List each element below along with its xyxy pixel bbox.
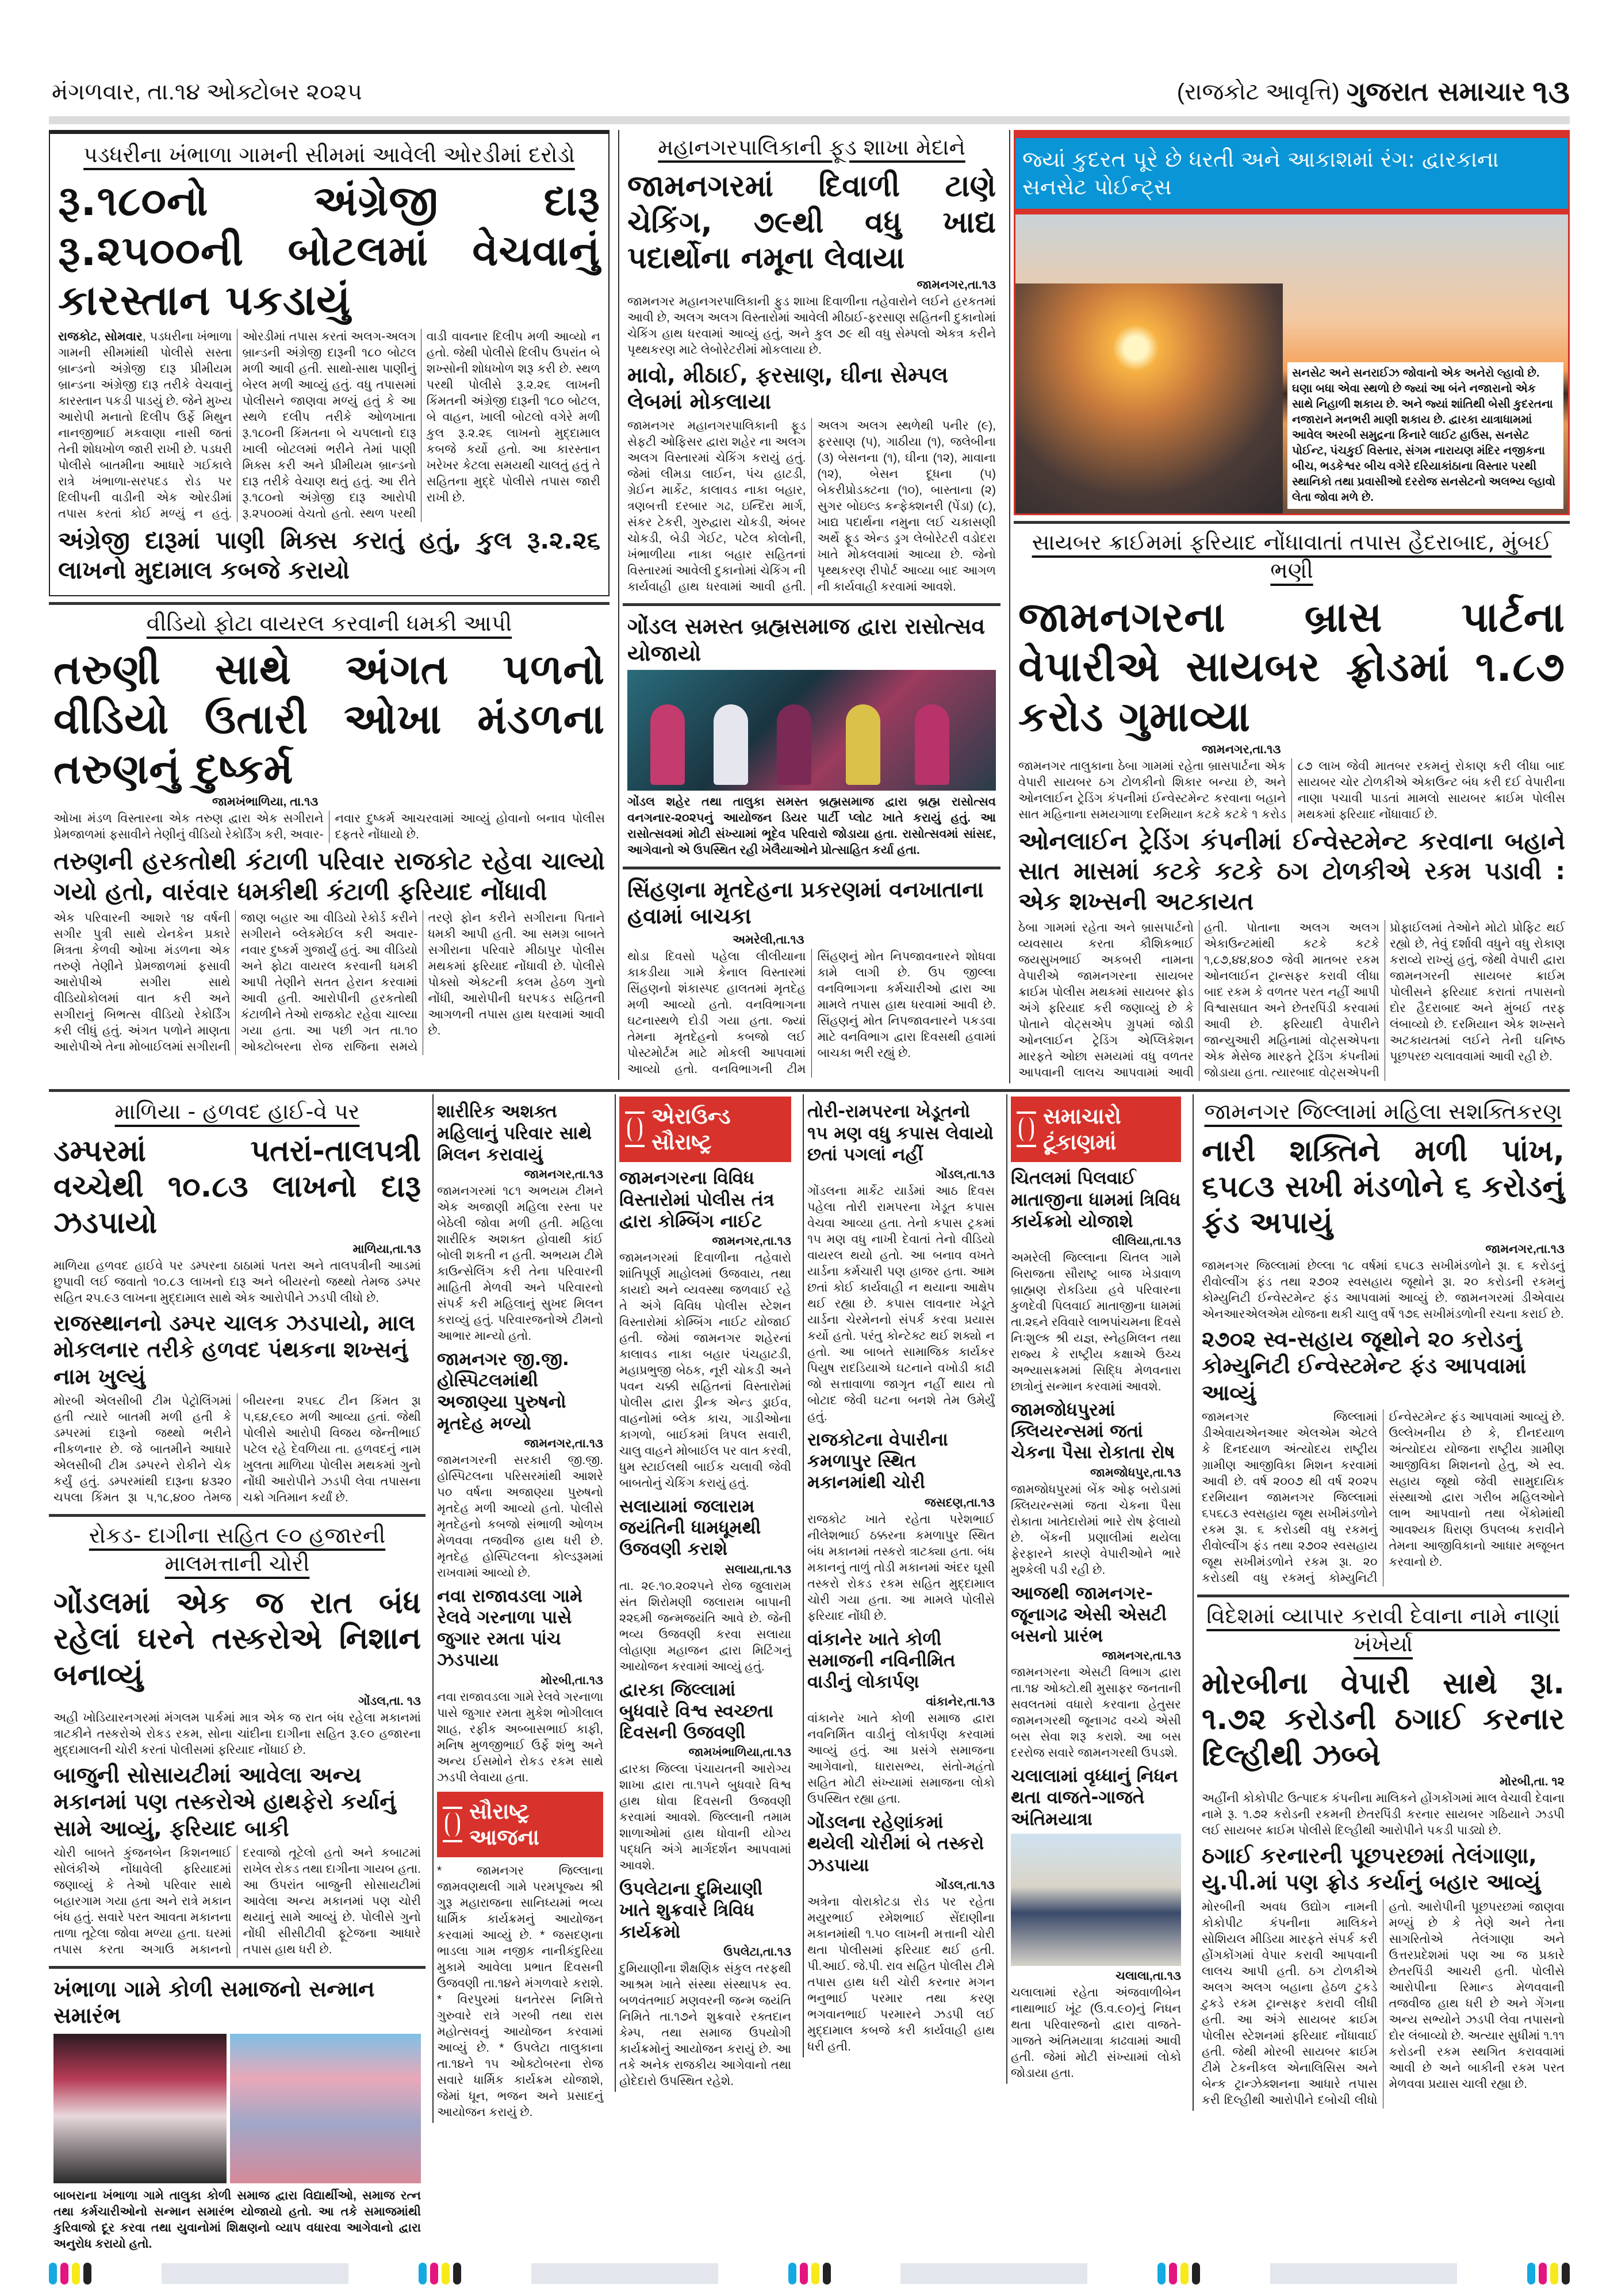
kicker: વિદેશમાં વ્યાપાર કરાવી દેવાના નામે નાણાં ખંખેર્યા: [1206, 1603, 1560, 1657]
photo-audience: [230, 2034, 421, 2183]
hourglass-icon: [443, 1807, 462, 1842]
dateline: માળિયા,તા.૧૩: [352, 1243, 421, 1256]
bottom-section: [49, 1089, 1570, 2254]
brief-headline: જામનગર જી.જી. હોસ્પિટલમાંથી અજાણ્યા પુરુષનો મૃતદેહ મળ્યો: [437, 1349, 569, 1434]
dateline: મોરબી,તા.૧૩: [540, 1673, 603, 1687]
event-photos: [53, 2034, 421, 2183]
brief-headline: ચિતલમાં પિલવાઈ માતાજીના ધામમાં ત્રિવિધ કાર્યક્રમો યોજાશે: [1011, 1168, 1181, 1232]
brief-headline: નવા રાજાવડલા ગામે રેલવે ગરનાળા પાસે જુગાર રમતા પાંચ ઝડપાયા: [437, 1585, 582, 1671]
dateline: જામનગર,તા.૧૩: [917, 278, 996, 292]
headline: મોરબીના વેપારી સાથે રૂા. ૧.૭૨ કરોડની ઠગાઈ કરનાર દિલ્હીથી ઝબ્બે: [1202, 1666, 1565, 1773]
brief-body: નવા રાજાવડલા ગામે રેલવે ગરનાળા પાસે જુગાર રમતા મુકેશ ભોગીલાલ શાહ, રફીક અબ્બાસભાઈ કાફી, મનિષ મુળજીભાઈ ઉર્ફે શંભુ અને અન્ય ઈસમોને રોકડ રકમ સાથે ઝડપી લેવાયા હતા.: [437, 1690, 603, 1784]
section-label: સમાચારો ટૂંકાણમાં: [1043, 1103, 1121, 1155]
section-tag-saurashtra-today: [437, 1792, 603, 1857]
kicker: માળિયા - હળવદ હાઈ-વે પર: [114, 1099, 360, 1125]
brief-body: રાજકોટ ખાતે રહેતા પરેશભાઈ નીલેશભાઈ ઠક્કરના કમળાપુર સ્થિત બંધ મકાનમાં તસ્કરો ત્રાટક્યા હતા. બંધ મકાનનું તાળું તોડી મકાનમાં અંદર ઘૂસી તસ્કરો રોકડ રકમ સહિત મુદ્દામાલ ચોરી ગયા હતા. આ મામલે પોલીસે ફરિયાદ નોંધી છે.: [807, 1512, 995, 1623]
section-tag-around-saurashtra: [619, 1097, 791, 1162]
brief-headline: શારીરિક અશક્ત મહિલાનું પરિવાર સાથે મિલન કરાવાયું: [437, 1101, 592, 1165]
sunset-photo: [1015, 214, 1568, 513]
registration-mark: [788, 2263, 831, 2284]
subheadline: રાજસ્થાનનો ડમ્પર ચાલક ઝડપાયો, માલ મોકલનાર તરીકે હળવદ પંથકના શખ્સનું નામ ખુલ્યું: [53, 1310, 415, 1389]
section-label: એરાઉન્ડ સૌરાષ્ટ્ર: [651, 1103, 731, 1155]
article-koli-samaj: [49, 1966, 425, 2255]
brief-body: અમરેલી જિલ્લાના ચિતલ ગામે બિરાજતા સૌરાષ્ટ્ર બાજ ખેડાવાળ બ્રાહ્મણ રોકડિયા હવે પરિવારના કુળદેવી પિલવાઈ માતાજીના ધામમાં તા.૨૬ને રવિવારે લાભપાંચમના દિવસે નિઃશુલ્ક શ્રી યજ્ઞ, સ્નેહમિલન તથા રાજ્ય કે રાષ્ટ્રીય કક્ષાએ ઉચ્ચ અભ્યાસક્રમમાં સિદ્ધિ મેળવનારા છાત્રોનું સન્માન કરવામાં આવશે.: [1011, 1251, 1181, 1394]
brief-body: તા. ૨૯.૧૦.૨૦૨૫ને રોજ જુલારામ સંત શિરોમણી જલારામ બાપાની ૨૨૬મી જન્મજયંતિ આવે છે. જેની ભવ્ય ઉજવણી કરવા સલાયા લોહાણા મહાજન દ્વારા મિટિંગનું આયોજન કરવામાં આવ્યું હતું.: [619, 1579, 791, 1673]
registration-mark: [1527, 2263, 1570, 2284]
right-column: [1009, 130, 1570, 1083]
column-around-saurashtra: [615, 1094, 796, 2091]
subheadline: તરુણની હરકતોથી કંટાળી પરિવાર રાજકોટ રહેવા ચાલ્યો ગયો હતો, વારંવાર ધમકીથી કંટાળી ફરિયાદ નોંધાવી: [53, 847, 605, 906]
headline: સિંહણના મૃતદેહના પ્રકરણમાં વનખાતાના હવામાં બાચકા: [627, 877, 984, 929]
brief-body: દ્વારકા જિલ્લા પંચાયતની આરોગ્ય શાખા દ્વારા તા.૧૫ને બુધવારે વિશ્વ હાથ ધોવા દિવસની ઉજવણી કરવામાં આવશે. જિલ્લાની તમામ શાળાઓમાં હાથ ધોવાની યોગ્ય પદ્ધતિ અંગે માર્ગદર્શન આપવામાં આવશે.: [619, 1762, 791, 1873]
photo-felicitation: [53, 2034, 227, 2183]
feature-title: જ્યાં કુદરત પૂરે છે ધરતી અને આકાશમાં રંગ: દ્વારકાના સનસેટ પોઈન્ટ્સ: [1015, 138, 1568, 214]
headline: ડમ્પરમાં પતરાં-તાલપત્રી વચ્ચેથી ૧૦.૮૩ લાખનો દારૂ ઝડપાયો: [53, 1133, 421, 1240]
article-body: એક પરિવારની આશરે ૧૪ વર્ષની સગીર પુત્રી સાથે યેનકેન પ્રકારે મિત્રતા કેળવી ઓખા મંડળના એક તરુણે તેણીને પ્રેમજાળમાં ફસાવી આરોપીએ સગીરા સાથે વીડિયોકોલમાં વાત કરી અને સગીરાનું બિભત્સ વીડિયો રેકોર્ડિંગ કરી લીધું હતું. અંગત પળોને માણતા આરોપીએ તેના મોબાઈલમાં સગીરાની જાણ બહાર આ વીડિયો રેકોર્ડ કરીને સગીરાને બ્લેકમેઈલ કરી અવાર-નવાર દુષ્કર્મ ગુજાર્યું હતું. આ વીડિયો અને ફોટા વાયરલ કરવાની ધમકી આપી તેણીને સતત હેરાન કરવામાં આવી હતી. આરોપીની હરકતોથી કંટાળીને તેઓ રાજકોટ રહેવા ચાલ્યા ગયા હતા. આ પછી ગત તા.૧૦ ઓક્ટોબરના રોજ રાજિના સમયે તરણે ફોન કરીને સગીરાના પિતાને ધમકી આપી હતી. આ સમગ્ર બાબતે સગીરાના પરિવારે મીઠાપુર પોલીસ મથકમાં ફરિયાદ નોંધાવી છે. પોલીસે પોક્સો એક્ટની કલમ હેઠળ ગુનો નોંધી, આરોપીની ધરપકડ સહિતની આગળની તપાસ હાથ ધરવામાં આવી છે.: [53, 911, 605, 1054]
article-lioness: [623, 867, 1000, 1080]
article-morbi-fraud: [1197, 1594, 1569, 2111]
dateline: ગોંડલ,તા.૧૩: [936, 1878, 995, 1892]
masthead: [1177, 73, 1570, 112]
dateline: જામનગર,તા.૧૩: [1485, 1243, 1565, 1256]
column-briefs-d: [803, 1094, 999, 2057]
brief-headline: આજથી જામનગર-જૂનાગઢ એસી એસટી બસનો પ્રારંભ: [1011, 1582, 1167, 1646]
article-dumper-liquor: [49, 1094, 425, 1508]
dateline: ચલાલા,તા.૧૩: [1116, 1969, 1181, 1983]
dateline: જામનગર,તા.૧૩: [1201, 742, 1281, 756]
brief-body: દુમિયાણીના શૈક્ષણિક સંકુલ તરફથી આશ્રમ ખાતે સંસ્થા સંસ્થાપક સ્વ. બળવંતભાઈ મણવરની જન્મ જયંતિ નિમિતે તા.૧૭ને શુક્રવારે રક્તદાન કેમ્પ, તથા સમાજ ઉપયોગી કાર્યક્રમોનું આયોજન કરાયું છે. આ તકે અનેક રાજકીય આગેવાનો તથા હોદેદારો ઉપસ્થિત રહેશે.: [619, 1961, 791, 2088]
section-tag-news-in-brief: [1011, 1097, 1181, 1162]
kicker: વીડિયો ફોટા વાયરલ કરવાની ધમકી આપી: [146, 610, 512, 636]
dateline: જામનગર,તા.૧૩: [712, 1235, 791, 1248]
article-body: મોરબી એલસીબી ટીમ પેટ્રોલિંગમાં હતી ત્યારે બાતમી મળી હતી કે ડમ્પરમાં દારૂનો જથ્થો ભરીને નીકળનાર છે. જે બાતમીને આધારે એલસીબી ટીમ ડમ્પરને રોકીને ચેક કર્યું હતું. ડમ્પરમાંથી દારૂના ૪૩૨૦ ચપલા કિંમત રૂા ૫,૧૮,૪૦૦ તેમજ બીયરના ૨૫૬૮ ટીન કિંમત રૂા ૫,૬૪,૯૬૦ મળી આવ્યા હતાં. જેથી પોલીસે આરોપી વિજય જેન્તીભાઈ પટેલ રહે દેવળિયા તા. હળવદનું નામ ખુલતા માળિયા પોલીસ મથકમાં ગુનો નોંધી આરોપીને ઝડપી લેવા તપાસના ચક્રો ગતિમાન કર્યાં છે.: [53, 1394, 421, 1505]
brief-headline: દ્વારકા જિલ્લામાં બુધવારે વિશ્વ સ્વચ્છતા દિવસની ઉજવણી: [619, 1679, 773, 1743]
article-body-intro: અહીંની કોકોપીટ ઉત્પાદક કંપનીના માલિકને હોંગકોંગમાં માલ વેચાવી દેવાના નામે રૂ. ૧.૭૨ કરોડની રકમની છેતરપિંડી કરનાર સાયબર ગઠિયાને ઝડપી લઈ સાયબર ક્રાઈમ પોલીસે દિલ્હીથી આરોપીને પકડી પાડ્યો છે.: [1202, 1792, 1565, 1838]
masthead-bar: [0, 0, 1610, 109]
article-okha-crime: [49, 602, 610, 1058]
brief-body: ગોંડલના માર્કેટ યાર્ડમાં આઠ દિવસ પહેલા તોરી રામપરના ખેડૂત કપાસ વેચવા આવ્યા હતા. તેનો કપાસ ટ્રકમાં ૧૫ મણ વધુ નાખી દેવાતાં તેનો વીડિયો વાયરલ થયો હતો. આ બનાવ વખતે યાર્ડના કર્મચારી પણ હાજર હતા. આમ છતાં કોઈ કાર્યવાહી ન થયાના આક્ષેપ થઈ રહ્યા છે. કપાસ લાવનાર ખેડૂતે યાર્ડના ચેરમેનનો સંપર્ક કરવા પ્રયાસ કર્યો હતો. પરંતુ કોન્ટેક્ટ થઈ શક્યો ન હતો. આ બાબતે સામાજિક કાર્યકર પિયુષ રાદડિયાએ ઘટનાને વખોડી કાઢી જો સત્તાવાળા જાગૃત નહીં થાય તો બોટાદ જેવી ઘટના બનશે તેમ ઉમેર્યું હતું.: [807, 1185, 995, 1424]
photo-caption: સનસેટ અને સનરાઈઝ જોવાનો એક અનેરો લ્હાવો છે. ઘણા બધા એવા સ્થળો છે જ્યાં આ બંને નજારાનો એક સાથે નિહાળી શકાય છે. અને જ્યાં શાંતિથી બેસી કુદરતના નજારાને મનભરી માણી શકાય છે. દ્વારકા યાત્રાધામમાં આવેલ અરબી સમુદ્રના કિનારે લાઈટ હાઉસ, સનસેટ પોઈન્ટ, પંચકુઈ વિસ્તાર, સંગમ નારાયણ મંદિર નજીકના બીચ, ભડકેશ્વર બીચ વગેરે દરિયાકાંઠાના વિસ્તાર પરથી સ્થાનિકો તથા પ્રવાસીઓ દરરોજ સનસેટનો અલભ્ય લ્હાવો લેતા જોવા મળે છે.: [1287, 362, 1563, 509]
hourglass-icon: [625, 1111, 645, 1147]
registration-mark: [419, 2263, 461, 2284]
headline: જામનગરના બ્રાસ પાર્ટના વેપારીએ સાયબર ફ્રોડમાં ૧.૮૭ કરોડ ગુમાવ્યા: [1018, 592, 1565, 741]
photo-feature-dwarka-sunset: [1014, 130, 1570, 515]
dateline: ઉપલેટા,તા.૧૩: [723, 1945, 791, 1958]
hourglass-icon: [1017, 1111, 1036, 1147]
registration-mark: [49, 2263, 91, 2284]
brief-body: ચલાલામાં રહેતા અંજવાળીબેન નાથાભાઈ ખૂંટ (ઉ.વ.૯૦)નું નિધન થતા પરિવારજનો દ્વારા વાજતે-ગાજતે અંતિમયાત્રા કાઢવામાં આવી હતી. જેમાં મોટી સંખ્યામાં લોકો જોડાયા હતા.: [1011, 1985, 1181, 2080]
dateline: ગોંડલ,તા. ૧૩: [358, 1695, 421, 1708]
brief-body: વાંકાનેર ખાતે કોળી સમાજ દ્વારા નવનિર્મિત વાડીનું લોકાર્પણ કરવામાં આવ્યું હતું. આ પ્રસંગે સમાજના આગેવાનો, ધારાસભ્ય, સંતો-મહંતો સહિત મોટી સંખ્યામાં સમાજના લોકો ઉપસ્થિત રહ્યા હતા.: [807, 1712, 995, 1806]
photo-caption: બાબરાના ખંભાળા ગામે તાલુકા કોળી સમાજ દ્વારા વિદ્યાર્થીઓ, સમાજ રત્ન તથા કર્મચારીઓનો સન્માન સમારંભ યોજાયો હતો. આ તકે સમાજમાંથી કુરિવાજો દૂર કરવા તથા યુવાનોમાં શિક્ષણનો વ્યાપ વધારવા આગેવાનો દ્વારા અનુરોધ કરાયો હતો.: [53, 2188, 421, 2251]
headline: રૂ.૧૮૦નો અંગ્રેજી દારૂ રૂ.૨૫૦૦ની બોટલમાં વેચવાનું કારસ્તાન પકડાયું: [58, 177, 600, 325]
article-gondal-theft: [49, 1514, 425, 1960]
middle-column: [618, 130, 1000, 1080]
headline: જામનગરમાં દિવાળી ટાણે ચેકિંગ, ૭૯થી વધુ ખાદ્ય પદાર્થોના નમૂના લેવાયા: [627, 169, 996, 276]
right-lower-column: [1193, 1094, 1569, 2110]
subheadline: ઓનલાઈન ટ્રેડિંગ કંપનીમાં ઈન્વેસ્ટમેન્ટ કરવાના બહાને સાત માસમાં કટકે કટકે ઠગ ટોળકીએ રકમ પડાવી : એક શખ્સની અટકાયત: [1018, 826, 1565, 915]
brief-headline: રાજકોટના વેપારીના કમળાપુર સ્થિત મકાનમાંથી ચોરી: [807, 1429, 948, 1493]
headline: ખંભાળા ગામે કોળી સમાજનો સન્માન સમારંભ: [53, 1976, 375, 2029]
sunset-inset-photo: [1015, 283, 1283, 513]
subheadline: ૨૭૦૨ સ્વ-સહાય જૂથોને ૨૦ કરોડનું કોમ્યુનિટી ઈન્વેસ્ટમેન્ટ ફંડ આપવામાં આવ્યું: [1202, 1327, 1527, 1405]
left-lower-column: [49, 1094, 425, 2254]
headline: નારી શક્તિને મળી પાંખ, ૬૫૮૩ સખી મંડળોને ૬ કરોડનું ફંડ અપાયું: [1202, 1133, 1565, 1240]
subheadline: ઠગાઈ કરનારની પૂછપરછમાં તેલંગાણા, યુ.પી.માં પણ ફ્રોડ કર્યાનું બહાર આવ્યું: [1202, 1843, 1541, 1895]
dateline: અમરેલી,તા.૧૩: [732, 933, 804, 946]
brief-body: જામનગરમાં દિવાળીના તહેવારો શાંતિપૂર્ણ માહોલમાં ઉજવાય, તથા કાયદો અને વ્યવસ્થા જળવાઈ રહે તે અંગે વિવિધ પોલીસ સ્ટેશન વિસ્તારોમાં કોમ્બિંગ નાઈટ યોજાઈ હતી. જેમાં જામનગર શહેરનાં કાલાવડ નાકા બહાર પંચહાટડી, મહાપ્રભુજી બેઠક, નૂરી ચોકડી અને પવન ચક્કી સહિતનાં વિસ્તારોમાં પોલીસ દ્વારા ડ્રીન્ક એન્ડ ડ્રાઈવ, વાહનોમાં બ્લેક કાચ, ગાડીઓના કાગળો, બાઈકમાં ત્રિપલ સવારી, ચાલુ વાહને મોબાઈલ પર વાત કરવી, ધુમ સ્ટાઈલથી બાઈક ચલાવી જેવી બાબતોનું ચેકિંગ કરાયું હતું.: [619, 1251, 791, 1490]
color-bar: [531, 2263, 718, 2284]
brief-headline: જામજોધપુરમાં ક્લિયરન્સમાં જતાં ચેકના પૈસા રોકાતા રોષ: [1011, 1400, 1175, 1463]
article-body-intro: માળિયા હળવદ હાઈવે પર ડમ્પરના ઠાઠામાં પતરા અને તાલપત્રીની આડમાં છુપાવી લઈ જવાતો ૧૦.૮૩ લાખનો દારૂ અને બીયરનો જથ્થો તેમજ ડમ્પર સહિત ૨૫.૯૩ લાખના મુદ્દામાલ સાથે એક આરોપીને ઝડપી લીધો છે.: [53, 1259, 421, 1305]
dateline: લીલિયા,તા.૧૩: [1112, 1235, 1181, 1248]
raas-photo: [627, 670, 996, 791]
subheadline: બાજુની સોસાયટીમાં આવેલા અન્ય મકાનમાં પણ તસ્કરોએ હાથફેરો કર્યાનું સામે આવ્યું, ફરિયાદ બાકી: [53, 1762, 396, 1841]
registration-strip: [49, 2263, 1570, 2296]
kicker: પડધરીના ખંભાળા ગામની સીમમાં આવેલી ઓરડીમાં દરોડો: [83, 142, 575, 167]
page-body: [49, 130, 1570, 2255]
headline: ગોંડલ સમસ્ત બ્રહ્મસમાજ દ્વારા રાસોત્સવ યોજાયો: [627, 614, 986, 666]
subheadline: માવો, મીઠાઈ, ફરસાણ, ઘીના સેમ્પલ લેબમાં મોકલાયા: [627, 362, 948, 414]
subheadline: અંગ્રેજી દારૂમાં પાણી મિક્સ કરાતું હતું, કુલ રૂ.૨.૨૬ લાખનો મુદામાલ કબજે કરાયો: [58, 526, 600, 585]
article-body: ઠેબા ગામમાં રહેતા અને બ્રાસપાર્ટનો વ્યવસાય કરતા કૌશિકભાઈ જયસુખભાઈ અકબરી નામના વેપારીએ જામનગરના સાયબર ક્રાઈમ પોલીસ મથકમાં સાયબર ફ્રોડ અંગે ફરિયાદ કરી જણાવ્યું છે કે પોતાને વોટ્સએપ ગ્રુપમાં જોડી ઓનલાઈન ટ્રેડિંગ એપ્લિકેશન મારફતે ઓછા સમયમાં વધુ વળતર આપવાની લાલચ આપવામાં આવી હતી. પોતાના અલગ અલગ એકાઉન્ટમાંથી કટકે કટકે ૧,૮૭,૪૪,૪૦૭ જેવી માતબર રકમ ઓનલાઈન ટ્રાન્સફર કરાવી લીધા બાદ રકમ કે વળતર પરત નહીં આપી વિશ્વાસઘાત અને છેતરપિંડી કરવામાં આવી છે. ફરિયાદી વેપારીને જાન્યુઆરી મહિનામાં વોટ્સએપના એક મેસેજ મારફતે ટ્રેડિંગ કંપનીમાં જોડાયા હતા. ત્યારબાદ વોટ્સએપની પ્રોફાઈલમાં તેઓને મોટો પ્રોફિટ થઈ રહ્યો છે, તેવું દર્શાવી વધુને વધુ રોકાણ કરાવ્યે રાખ્યું હતું, જેથી વેપારી દ્વારા જામનગરની સાયબર ક્રાઈમ પોલીસને ફરિયાદ કરાતાં તપાસનો દોર હૈદરાબાદ અને મુંબઈ તરફ લંબાવ્યો છે. દરમિયાન એક શખ્સને અટકાયતમાં લઈને તેની ઘનિષ્ઠ પૂછપરછ ચલાવવામાં આવી રહી છે.: [1018, 921, 1565, 1080]
brief-body: * જામનગર જિલ્લાના જામવણથલી ગામે પરમપૂજ્ય શ્રી ગુરૂ મહારાજના સાનિધ્યમાં ભવ્ય ધાર્મિક કાર્યક્રમનું આયોજન કરવામાં આવ્યું છે. * જસદણના ભાડલા ગામ નજીક નાનીકંદુરિયા મુકામે આવેલા પ્રભાત દિવસની ઉજવણી તા.૧૪ને મંગળવારે કરાશે. * વિરપુરમાં ધનતેરસ નિમિત્તે ગુરુવારે રાત્રે ગરબી તથા રાસ મહોત્સવનું આયોજન કરવામાં આવ્યું છે. * ઉપલેટા તાલુકાના તા.૧૪ને ૧૫ ઓક્ટોબરના રોજ સવારે ધાર્મિક કાર્યક્રમ યોજાશે, જેમાં ધૂન, ભજન અને પ્રસાદનું આયોજન કરાયું છે.: [437, 1864, 603, 2119]
brand-name: ગુજરાત સમાચાર: [1346, 76, 1526, 107]
dateline: જામખંભાળિયા, તા.૧૩: [212, 795, 319, 809]
article-body: થોડા દિવસો પહેલા લીલીયાના કાકડીયા ગામે કેનાલ વિસ્તારમાં સિંહણનો શંકાસ્પદ હાલતમાં મૃતદેહ મળી આવ્યો હતો. વનવિભાગના ઘટનાસ્થળે દોડી ગયા હતા. જ્યાં તેમના મૃતદેહનો કબજો લઈ પોસ્ટમોર્ટમ માટે મોકલી આપવામાં આવ્યો હતો. વનવિભાગની ટીમ સિંહણનું મોત નિપજાવનારને શોધવા કામે લાગી છે. ઉપ જીલ્લા વનવિભાગના કર્મચારીઓ દ્વારા આ મામલે તપાસ હાથ ધરવામાં આવી છે. સિંહણનું મોત નિપજાવનારને પકડવા માટે વનવિભાગ દ્વારા દિવસથી હવામાં બાચકા ભરી રહ્યું છે.: [627, 949, 996, 1076]
photo-caption: ગોંડલ શહેર તથા તાલુકા સમસ્ત બ્રહ્મસમાજ દ્વારા બ્રહ્મ રાસોત્સવ વનગનાર-૨૦૨૫નું આયોજન ડિયર પાર્ટી પ્લોટ ખાતે કરાયું હતું. આ રાસોત્સવમાં મોટી સંખ્યામાં ભૂદેવ પરિવારો જોડાયા હતા. રાસોત્સવમાં સાંસદ, આગેવાનો એ ઉપસ્થિત રહી ખેલૈયાઓને પ્રોત્સાહિત કર્યા હતા.: [627, 795, 996, 857]
brief-headline: ઉપલેટાના દુમિયાણી ખાતે શુક્રવારે ત્રિવિધ કાર્યક્રમો: [619, 1879, 763, 1942]
article-body: મોરબીની અવધ ઉદ્યોગ નામની કોકોપીટ કંપનીના માલિકને સોશિયલ મીડિયા મારફતે સંપર્ક કરી હોંગકોંગમાં વેપાર કરાવી આપવાની લાલચ આપી હતી. ઠગ ટોળકીએ અલગ અલગ બહાના હેઠળ ટુકડે ટુકડે રકમ ટ્રાન્સફર કરાવી લીધી હતી. આ અંગે સાયબર ક્રાઈમ પોલીસ સ્ટેશનમાં ફરિયાદ નોંધાવાઈ હતી. જેથી મોરબી સાયબર ક્રાઈમ ટીમે ટેકનીકલ એનાલિસિસ અને બેન્ક ટ્રાન્ઝેક્શનના આધારે તપાસ કરી દિલ્હીથી આરોપીને દબોચી લીધો હતો. આરોપીની પૂછપરછમાં જાણવા મળ્યું છે કે તેણે અને તેના સાગરિતોએ તેલંગાણા અને ઉત્તરપ્રદેશમાં પણ આ જ પ્રકારે છેતરપિંડી આચરી હતી. પોલીસે આરોપીના રિમાન્ડ મેળવવાની તજવીજ હાથ ધરી છે અને ગેંગના અન્ય સભ્યોને ઝડપી લેવા તપાસનો દોર લંબાવ્યો છે. અત્યાર સુધીમાં ૧.૧૧ કરોડની રકમ સ્થગિત કરાવવામાં આવી છે અને બાકીની રકમ પરત મેળવવા પ્રયાસ ચાલી રહ્યા છે.: [1202, 1900, 1565, 2107]
brief-body: જામનગરની સરકારી જી.જી. હોસ્પિટલના પરિસરમાંથી આશરે ૫૦ વર્ષના અજાણ્યા પુરુષનો મૃતદેહ મળી આવ્યો હતો. પોલીસે મૃતદેહનો કબજો સંભાળી ઓળખ મેળવવા તજવીજ હાથ ધરી છે. મૃતદેહ હોસ્પિટલના કોલ્ડરૂમમાં રાખવામાં આવ્યો છે.: [437, 1453, 603, 1580]
headline: તરુણી સાથે અંગત પળનો વીડિયો ઉતારી ઓખા મંડળના તરુણનું દુષ્કર્મ: [53, 645, 605, 793]
dateline: જામજોધપુર,તા.૧૩: [1090, 1466, 1181, 1479]
brief-headline: વાંકાનેર ખાતે કોળી સમાજની નવિનીમિત વાડીનું લોકાર્પણ: [807, 1628, 956, 1692]
article-women-empowerment: [1197, 1094, 1569, 1589]
article-body: રાજકોટ, સોમવાર, પડધરીના ખંભાળા ગામની સીમમાંથી પોલીસે સસ્તા બ્રાન્ડનો અંગ્રેજી દારૂ પ્રીમીયમ બ્રાન્ડના અંગ્રેજી દારૂ તરીકે વેચવાનું કારસ્તાન પકડી પાડયું છે. જેને મુખ્ય આરોપી મનાતો દિલીપ ઉર્ફે મિથુન નાનજીભાઈ મકવાણા નાસી જતાં તેની શોધખોળ જારી રાખી છે. પડધરી પોલીસે બાતમીના આધારે ગઈકાલે રાત્રે ખંભાળા-સરપદડ રોડ પર દિલીપની વાડીની એક ઓરડીમાં તપાસ કરતાં કોઈ મળ્યું ન હતું. ઓરડીમાં તપાસ કરતાં અલગ-અલગ બ્રાન્ડની અંગ્રેજી દારૂની ૧૮૦ બોટલ મળી આવી હતી. સાથો-સાથ પાણીનું બેરલ મળી આવ્યું હતું. વધુ તપાસમાં પોલીસને જાણવા મળ્યું હતું કે આ સ્થળે દલીપ તરીકે ઓળખાતા રૂ.૧૮૦ની કિંમતના બે ચપલાનો દારૂ ખાલી બોટલમાં ભરીને તેમાં પાણી મિક્સ કરી અને પ્રીમીયમ બ્રાન્ડનો દારૂ તરીકે વેચાણ થતું હતું. આ રીતે રૂ.૧૮૦નો અંગ્રેજી દારૂ આરોપી રૂ.૨૫૦૦માં વેચતો હતો. સ્થળ પરથી વાડી વાવનાર દિલીપ મળી આવ્યો ન હતો. જેથી પોલીસે દિલીપ ઉપરાંત બે શખ્સોની શોધખોળ શરૂ કરી છે. સ્થળ પરથી પોલીસે રૂ.૨.૨૬ લાખની કિંમતની અંગ્રેજી દારૂની ૧૮૦ બોટલ, બે વાહન, ખાલી બોટલો વગેરે મળી કુલ રૂ.૨.૨૬ લાખનો મુદ્દામાલ કબજે કર્યો હતો. આ કારસ્તાન ખરેખર કેટલા સમયથી ચાલતું હતું તે સહિતના મુદ્દે પોલીસે તપાસ જારી રાખી છે.: [58, 329, 600, 520]
article-body-intro: જામનગર મહાનગરપાલિકાની ફુડ શાખા દિવાળીના તહેવારોને લઈને હરકતમાં આવી છે, અલગ અલગ વિસ્તારોમાં આવેલી મીઠાઈ-ફરસાણ સહિતની દુકાનોમાં ચેકિંગ હાથ ધરવામાં આવ્યું હતું, અને કુલ ૭૯ થી વધુ સેમ્પલો એકત્ર કરીને પૃથ્થકરણ માટે લેબોરેટરીમાં મોકલાયા છે.: [627, 294, 996, 357]
brief-headline: તોરી-રામપરના ખેડૂતનો ૧૫ મણ વધુ કપાસ લેવાયો છતાં પગલાં નહીં: [807, 1101, 994, 1165]
dateline: જસદણ,તા.૧૩: [925, 1496, 995, 1509]
brief-headline: જામનગરના વિવિધ વિસ્તારોમાં પોલીસ તંત્ર દ્વારા કોમ્બિંગ નાઈટ: [619, 1168, 775, 1232]
color-bar: [1270, 2263, 1457, 2284]
section-label: સૌરાષ્ટ્ર આજના: [469, 1798, 539, 1850]
dateline: જામનગર,તા.૧૩: [524, 1168, 603, 1182]
article-body: જામનગર મહાનગરપાલિકાની ફૂડ સેફટી ઓફિસર દ્વારા શહેર ના અલગ અલગ વિસ્તારમાં ચેકિંગ કરાયું હતું. જેમાં લીમડા લાઈન, પંચ હાટડી, ગ્રેઈન માર્કેટ, કાલાવડ નાકા બહાર, ત્રણબત્તી દરબાર ગઢ, ઇન્દિરા માર્ગ, સંકર ટેકરી, ગુરુદ્વારા ચોકડી, અંબર ચોકડી, બેડી ગેઈટ, પટેલ કોલોની, ખંભાળીયા નાકા બહાર સહિતનાં વિસ્તારમાં આવેલી દુકાનોમાં ચેકિંગ ની કાર્યવાહી હાથ ધરવામાં આવી હતી. અલગ અલગ સ્થળેથી પનીર (૯), ફરસાણ (૫), ગાઠીયા (૧), જલેબીના (૩) બેસનના (૧), ઘીના (૧૨), માવાના (૧૨), બેસન દૂધના (૫) બેકરીપ્રોડક્ટના (૧૦), બાસ્તાના (૨) સુગર બોઇલ્ડ કન્ફેક્શનરી (પેંડા) (૮), ખાદ્ય પદાર્થના નમુના લઈ ચકાસણી અર્થે ફૂડ એન્ડ ડ્રગ લેબોરેટરી વડોદરા ખાતે મોકલવામાં આવ્યા છે. જેનો પૃથ્થકરણ રીપોર્ટ આવ્યા બાદ આગળ ની કાર્યવાહી કરવામાં આવશે.: [627, 419, 996, 594]
left-column: [49, 130, 610, 1057]
kicker: જામનગર જિલ્લામાં મહિલા સશક્તિકરણ: [1204, 1099, 1562, 1125]
edition-label: (રાજકોટ આવૃત્તિ): [1176, 79, 1340, 105]
article-body-intro: જામનગર તાલુકાના ઠેબા ગામમાં રહેતા બ્રાસપાર્ટના એક વેપારી સાયબર ઠગ ટોળકીનો શિકાર બન્યા છે, અને ઓનલાઈન ટ્રેડિંગ કંપનીમાં ઈન્વેસ્ટમેન્ટ કરવાના બહાને સાત મહિનાના સમયગાળા દરમિયાન કટકે કટકે ૧ કરોડ ૮૭ લાખ જેવી માતબર રકમનું રોકાણ કરી લીધા બાદ સાયબર ચોર ટોળકીએ એકાઉન્ટ બંધ કરી દઈ વેપારીના નાણા પચાવી પાડતાં મામલો સાયબર ક્રાઈમ પોલીસ મથકમાં ફરિયાદ નોંધાવાઈ છે.: [1018, 759, 1565, 821]
registration-mark: [1157, 2263, 1200, 2284]
page-number: ૧૩: [1532, 73, 1570, 110]
issue-date: મંગળવાર, તા.૧૪ ઓક્ટોબર ૨૦૨૫: [52, 79, 362, 105]
article-body: જામનગર જિલ્લામાં ડીએવાયએનઆર એલએમ એટલે કે દિનદયાળ અંત્યોદય રાષ્ટ્રીય ગ્રામીણ આજીવિકા મિશન કરવામાં આવી છે. વર્ષ ૨૦૦૭ થી વર્ષ ૨૦૨૫ દરમિયાન જામનગર જિલ્લામાં ૬૫૬૮૩ સ્વસહાય જૂથ સખીમંડળોને રકમ રૂા. ૬ કરોડથી વધુ રકમનું રીવોલ્વીંગ ફંડ તથા ૨૭૦૨ સ્વસહાય જૂથ સખીમંડળોને રકમ રૂા. ૨૦ કરોડથી વધુ રકમનું કોમ્યુનિટી ઈન્વેસ્ટમેન્ટ ફંડ આપવામાં આવ્યું છે. ઉલ્લેખનીય છે કે, દીનદયાળ અંત્યોદય યોજના રાષ્ટ્રીય ગ્રામીણ આજીવિકા મિશનનો હેતુ, એ સ્વ. સહાય જૂથો જેવી સામુદાયિક સંસ્થાઓ દ્વારા ગરીબ મહિલઓને લાભ આપવાનો તથા બેંકોમાંથી આવશ્યક ધિરાણ ઉપલબ્ધ કરાવીને તેમના આજીવિકાનો આધાર મજૂબત કરવાનો છે.: [1202, 1410, 1565, 1585]
dateline: ગોંડલ,તા.૧૩: [936, 1168, 995, 1182]
brief-headline: ચલાલામાં વૃધ્ધાનું નિધન થતા વાજતે-ગાજતે અંતિમયાત્રા: [1011, 1766, 1178, 1830]
dateline: જામનગર,તા.૧૩: [1102, 1649, 1181, 1663]
kicker: સાયબર ક્રાઈમમાં ફરિયાદ નોંધાવાતાં તપાસ હૈદરાબાદ, મુંબઈ ભણી: [1032, 530, 1552, 584]
color-bar: [162, 2263, 348, 2284]
brief-body: અત્રેના વોરાકોટડા રોડ પર રહેતા મયુરભાઈ રમેશભાઈ સેંદાણીના મકાનમાંથી ૧.૫૦ લાખની મત્તાની ચોરી થતા પોલીસમાં ફરિયાદ થઈ હતી. પી.આઈ. જે.પી. રાવ સહિત પોલીસ ટીમે તપાસ હાથ ધરી ચોરી કરનાર મગન ભનુભાઈ પરમાર તથા કરણ ભગવાનભાઈ પરમારને ઝડપી લઈ મુદ્દામાલ કબજે કરી કાર્યવાહી હાથ ધરી હતી.: [807, 1895, 995, 2053]
brief-headline: સલાયામાં જલારામ જયંતિની ધામધૂમથી ઉજવણી કરાશે: [619, 1496, 761, 1560]
kicker: મહાનગરપાલિકાની ફૂડ શાખા મેદાને: [658, 135, 965, 160]
funeral-procession-photo: [1011, 1834, 1181, 1966]
top-section: [49, 130, 1570, 1083]
dateline: મોરબી,તા. ૧૨: [1500, 1775, 1565, 1789]
article-body-intro: જામનગર જિલ્લામાં છેલ્લા ૧૮ વર્ષમાં ૬૫૮૩ સખીમંડળોને રૂા. ૬ કરોડનું રીવોલ્વીંગ ફંડ તથા ૨૭૦૨ સ્વસહાય જૂથોને રૂા. ૨૦ કરોડની રકમનું કોમ્યુનિટી ઈન્વેસ્ટમેન્ટ ફંડ આપવામાં આવ્યું છે. જામનગરમાં ડીએવાય એનઆરએલએમ યોજના થકી ચાલુ વર્ષે ૧૭૬ સખીમંડળોની રચના કરાઈ છે.: [1202, 1259, 1565, 1321]
article-liquor-scam: [49, 130, 610, 596]
article-food-checking: [623, 130, 1000, 597]
article-body-intro: ઓખા મંડળ વિસ્તારના એક તરુણ દ્વારા એક સગીરાને પ્રેમજાળમાં ફસાવીને તેણીનું વીડિયો રેકોર્ડિંગ કરી, અવાર-નવાર દુષ્કર્મ આચરવામાં આવ્યું હોવાનો બનાવ પોલીસ દફતરે નોંધાયો છે.: [53, 812, 605, 842]
article-body-intro: અહી ખોડિયારનગરમાં મંગલમ પાર્કમાં માત્ર એક જ રાત બંધ રહેલા મકાનમાં ત્રાટકીને તસ્કરોએ રોકડ રકમ, સોના ચાંદીના દાગીના સહિત રૂ.૯૦ હજારના મુદ્દામાલની ચોરી કરતાં પોલીસમાં ફરિયાદ નોંધાઈ છે.: [53, 1711, 421, 1757]
kicker: રોકડ- દાગીના સહિત ૯૦ હજારની માલમત્તાની ચોરી: [89, 1523, 386, 1577]
article-cyber-fraud: [1014, 521, 1570, 1083]
dateline: જામખંભાળિયા,તા.૧૩: [688, 1746, 791, 1760]
brief-body: જામજોધપુરમાં બેંક ઓફ બરોડામાં ક્લિયરન્સમાં જતા ચેકના પૈસા રોકાતા ખાતેદારોમાં ભારે રોષ ફેલાયો છે. બેંકની પ્રણાલીમાં થયેલા ફેરફારને કારણે વેપારીઓને ભારે મુશ્કેલી પડી રહી છે.: [1011, 1482, 1181, 1577]
article-body: ચોરી બાબતે કુંજનબેન કિશનભાઈ સોલંકીએ નોંધાવેલી ફરિયાદમાં જણાવ્યું કે તેઓ પરિવાર સાથે બહારગામ ગયા હતા અને રાત્રે મકાન બંધ હતું. સવારે પરત આવતા મકાનના તાળા તૂટેલા જોવા મળ્યા હતા. ઘરમાં તપાસ કરતા અગાઉ મકાનનો દરવાજો તૂટેલો હતો અને કબાટમાં રાખેલ રોકડ તથા દાગીના ગાયબ હતા. આ ઉપરાંત બાજુની સોસાયટીમાં આવેલા અન્ય મકાનમાં પણ ચોરી થયાનું સામે આવ્યું છે. પોલીસે ગુનો નોંધી સીસીટીવી ફૂટેજના આધારે તપાસ હાથ ધરી છે.: [53, 1846, 421, 1957]
color-bar: [900, 2263, 1087, 2284]
dateline: વાંકાનેર,તા.૧૩: [926, 1695, 995, 1709]
dateline: સલાયા,તા.૧૩: [724, 1562, 791, 1576]
column-news-in-brief: [1006, 1094, 1186, 2083]
brief-headline: ગોંડલના રહેણાંકમાં થયેલી ચોરીમાં બે તસ્કરો ઝડપાયા: [807, 1812, 984, 1876]
header-divider: [49, 116, 1570, 124]
brief-body: જામનગરમાં ૧૮૧ અભયમ ટીમને એક અજાણી મહિલા રસ્તા પર બેઠેલી જોવા મળી હતી. મહિલા શારીરિક અશક્ત હોવાથી કાંઈ બોલી શકતી ન હતી. અભયમ ટીમે કાઉન્સેલિંગ કરી તેના પરિવારની માહિતી મેળવી અને પરિવારનો સંપર્ક કરી મહિલાનું સુખદ મિલન કરાવ્યું હતું. પરિવારજનોએ ટીમનો આભાર માન્યો હતો.: [437, 1185, 603, 1343]
column-briefs-b: [432, 1094, 608, 2122]
dateline: જામનગર,તા.૧૩: [524, 1436, 603, 1450]
dateline: રાજકોટ, સોમવાર: [58, 329, 143, 343]
brief-body: જામનગરના એસટી વિભાગ દ્વારા તા.૧૪ ઓક્ટો.થી મુસાફર જનતાની સવલતમાં વધારો કરવાના હેતુસર જામનગરથી જૂનાગઢ વચ્ચે એસી બસ સેવા શરૂ કરાશે. આ બસ દરરોજ સવારે જામનગરથી ઉપડશે.: [1011, 1666, 1181, 1760]
article-raas-utsav: [623, 603, 1000, 861]
body-text: પડધરીના ખંભાળા ગામની સીમમાંથી પોલીસે સસ્તા બ્રાન્ડનો અંગ્રેજી દારૂ પ્રીમીયમ બ્રાન્ડના અંગ્રેજી દારૂ તરીકે વેચવાનું કારસ્તાન પકડી પાડયું છે. જેને મુખ્ય આરોપી મનાતો દિલીપ ઉર્ફે મિથુન નાનજીભાઈ મકવાણા નાસી જતાં તેની શોધખોળ જારી રાખી છે. પડધરી પોલીસે બાતમીના આધારે ગઈકાલે રાત્રે ખંભાળા-સરપદડ રોડ પર દિલીપની વાડીની એક ઓરડીમાં તપાસ કરતાં કોઈ મળ્યું ન હતું. ઓરડીમાં તપાસ કરતાં અલગ-અલગ બ્રાન્ડની અંગ્રેજી દારૂની ૧૮૦ બોટલ મળી આવી હતી. સાથો-સાથ પાણીનું બેરલ મળી આવ્યું હતું. વધુ તપાસમાં પોલીસને જાણવા મળ્યું હતું કે આ સ્થળે દલીપ તરીકે ઓળખાતા રૂ.૧૮૦ની કિંમતના બે ચપલાનો દારૂ ખાલી બોટલમાં ભરીને તેમાં પાણી મિક્સ કરી અને પ્રીમીયમ બ્રાન્ડનો દારૂ તરીકે વેચાણ થતું હતું. આ રીતે રૂ.૧૮૦નો અંગ્રેજી દારૂ આરોપી રૂ.૨૫૦૦માં વેચતો હતો. સ્થળ પરથી વાડી વાવનાર દિલીપ મળી આવ્યો ન હતો. જેથી પોલીસે દિલીપ ઉપરાંત બે શખ્સોની શોધખોળ શરૂ કરી છે. સ્થળ પરથી પોલીસે રૂ.૨.૨૬ લાખની કિંમતની અંગ્રેજી દારૂની ૧૮૦ બોટલ, બે વાહન, ખાલી બોટલો વગેરે મળી કુલ રૂ.૨.૨૬ લાખનો મુદ્દામાલ કબજે કર્યો હતો. આ કારસ્તાન ખરેખર કેટલા સમયથી ચાલતું હતું તે સહિતના મુદ્દે પોલીસે તપાસ જારી રાખી છે.: [58, 329, 600, 520]
headline: ગોંડલમાં એક જ રાત બંધ રહેલાં ઘરને તસ્કરોએ નિશાન બનાવ્યું: [53, 1585, 421, 1692]
